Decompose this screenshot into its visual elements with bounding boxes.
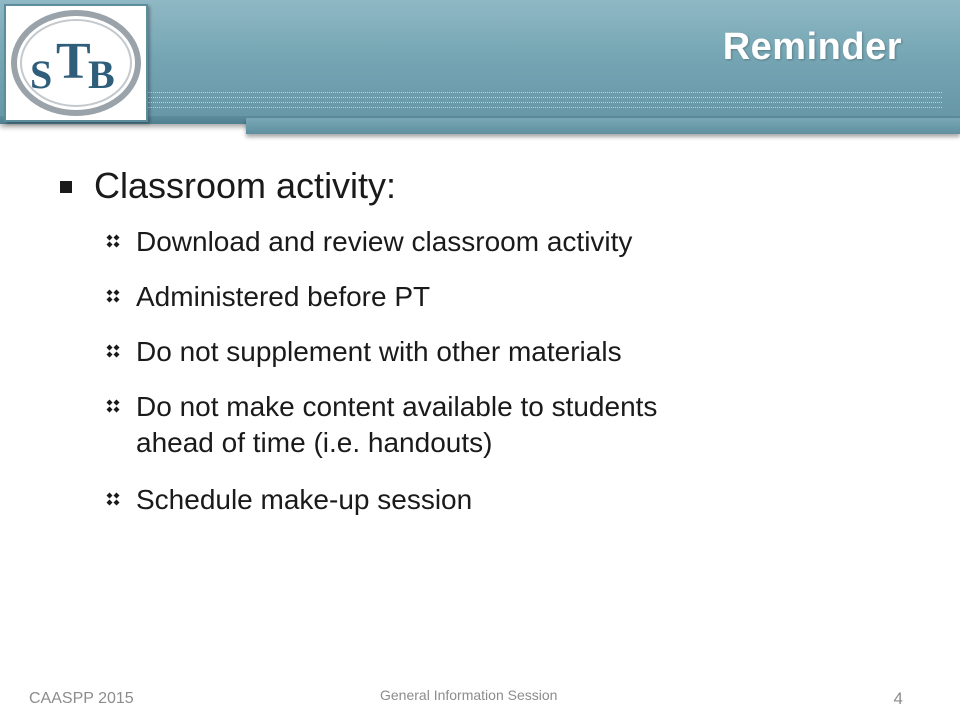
four-diamond-icon xyxy=(106,289,120,303)
four-diamond-icon xyxy=(106,492,120,506)
square-bullet-icon xyxy=(60,181,72,193)
header-divider-line xyxy=(148,107,942,108)
logo-letter-b: B xyxy=(88,52,115,97)
sub-bullet-text: Download and review classroom activity xyxy=(136,226,633,257)
header-accent-tab xyxy=(246,118,960,134)
sub-bullet-item xyxy=(106,334,622,370)
four-diamond-icon xyxy=(106,344,120,358)
page-number: 4 xyxy=(893,689,903,708)
sub-bullet-line: ahead of time (i.e. handouts) xyxy=(136,427,493,458)
header-divider-line xyxy=(148,102,942,103)
footer-left-label: CAASPP 2015 xyxy=(29,690,134,707)
sub-bullet-text-block xyxy=(136,389,657,461)
sub-bullet-item xyxy=(106,279,430,315)
four-diamond-icon xyxy=(106,234,120,248)
sub-bullet-text: Do not supplement with other materials xyxy=(136,336,622,367)
sub-bullet-item xyxy=(106,482,472,518)
four-diamond-icon xyxy=(106,399,120,413)
logo-letter-s: S xyxy=(30,52,53,97)
stb-logo xyxy=(4,4,148,122)
stb-logo-graphic xyxy=(6,6,146,120)
logo-letter-t: T xyxy=(56,33,91,90)
sub-bullet-text: Schedule make-up session xyxy=(136,484,473,515)
main-bullet-text: Classroom activity: xyxy=(94,165,397,206)
main-bullet xyxy=(60,164,396,208)
header-divider-line xyxy=(148,92,942,93)
sub-bullet-line: Do not make content available to students xyxy=(136,391,658,422)
slide-title: Reminder xyxy=(722,26,902,68)
footer-center-label: General Information Session xyxy=(380,687,558,703)
sub-bullet-item xyxy=(106,224,632,260)
sub-bullet-item xyxy=(106,389,657,461)
header-divider-line xyxy=(148,97,942,98)
sub-bullet-text: Administered before PT xyxy=(136,281,431,312)
